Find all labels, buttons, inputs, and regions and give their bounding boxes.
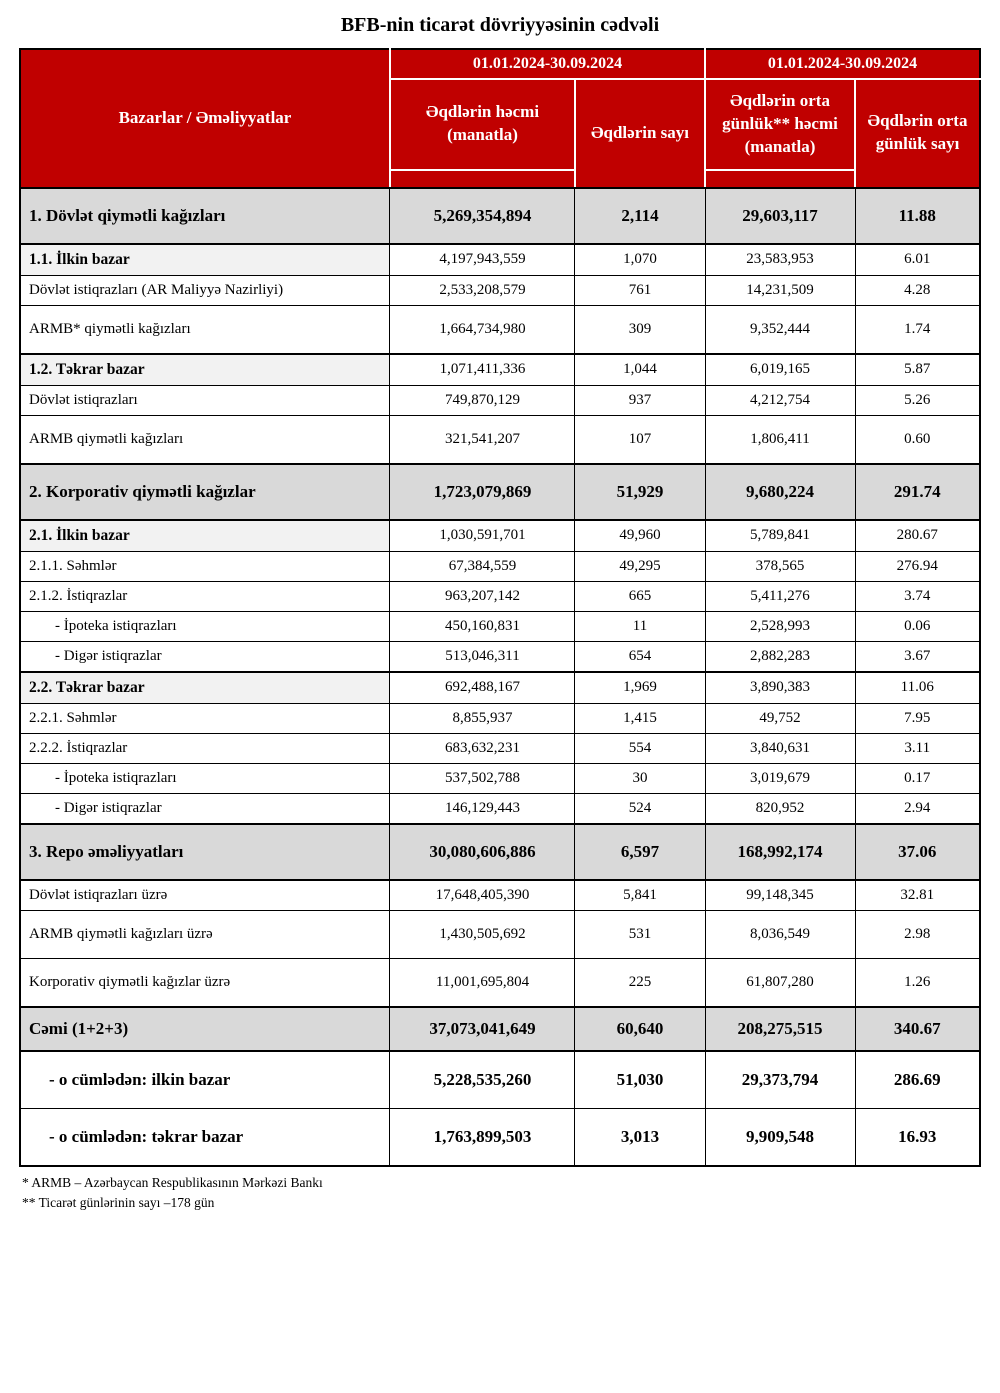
cell-avg-volume: 3,840,631 bbox=[705, 733, 855, 763]
cell-volume: 1,763,899,503 bbox=[390, 1108, 575, 1166]
table-row bbox=[20, 1051, 980, 1109]
table-body bbox=[20, 188, 980, 1166]
period-header-left: 01.01.2024-30.09.2024 bbox=[390, 49, 705, 79]
cell-volume: 1,430,505,692 bbox=[390, 910, 575, 958]
cell-count: 51,030 bbox=[575, 1051, 705, 1109]
cell-avg-count: 340.67 bbox=[855, 1007, 980, 1051]
cell-volume: 963,207,142 bbox=[390, 581, 575, 611]
table-row bbox=[20, 910, 980, 958]
cell-volume: 11,001,695,804 bbox=[390, 958, 575, 1007]
cell-label: 2. Korporativ qiymətli kağızlar bbox=[20, 464, 390, 520]
cell-label: ARMB* qiymətli kağızları bbox=[20, 305, 390, 354]
cell-volume: 1,030,591,701 bbox=[390, 520, 575, 552]
cell-count: 554 bbox=[575, 733, 705, 763]
cell-label: 2.2.1. Səhmlər bbox=[20, 703, 390, 733]
cell-volume: 513,046,311 bbox=[390, 641, 575, 672]
cell-label: 1.2. Təkrar bazar bbox=[20, 354, 390, 386]
cell-label: 2.1. İlkin bazar bbox=[20, 520, 390, 552]
table-row bbox=[20, 1007, 980, 1051]
cell-avg-count: 2.94 bbox=[855, 793, 980, 824]
table-header bbox=[20, 49, 980, 188]
table-row bbox=[20, 958, 980, 1007]
cell-volume: 37,073,041,649 bbox=[390, 1007, 575, 1051]
cell-avg-volume: 61,807,280 bbox=[705, 958, 855, 1007]
footnote-trading-days: ** Ticarət günlərinin sayı –178 gün bbox=[22, 1195, 215, 1211]
header-cell-divider bbox=[706, 169, 854, 171]
cell-avg-count: 3.11 bbox=[855, 733, 980, 763]
cell-avg-volume: 1,806,411 bbox=[705, 415, 855, 464]
cell-avg-volume: 14,231,509 bbox=[705, 275, 855, 305]
table-row bbox=[20, 551, 980, 581]
cell-volume: 321,541,207 bbox=[390, 415, 575, 464]
cell-count: 1,044 bbox=[575, 354, 705, 386]
cell-avg-count: 7.95 bbox=[855, 703, 980, 733]
cell-avg-volume: 168,992,174 bbox=[705, 824, 855, 880]
table-row bbox=[20, 672, 980, 704]
cell-label: Korporativ qiymətli kağızlar üzrə bbox=[20, 958, 390, 1007]
cell-count: 51,929 bbox=[575, 464, 705, 520]
table-row bbox=[20, 824, 980, 880]
cell-label: Dövlət istiqrazları (AR Maliyyə Nazirliyi) bbox=[20, 275, 390, 305]
column-header-markets: Bazarlar / Əməliyyatlar bbox=[20, 49, 390, 188]
cell-count: 30 bbox=[575, 763, 705, 793]
cell-volume: 1,723,079,869 bbox=[390, 464, 575, 520]
cell-avg-volume: 23,583,953 bbox=[705, 244, 855, 276]
column-header-avg-volume bbox=[705, 79, 855, 188]
cell-avg-count: 3.74 bbox=[855, 581, 980, 611]
cell-avg-volume: 29,603,117 bbox=[705, 188, 855, 244]
cell-avg-count: 0.60 bbox=[855, 415, 980, 464]
cell-count: 309 bbox=[575, 305, 705, 354]
cell-avg-count: 5.87 bbox=[855, 354, 980, 386]
cell-count: 1,969 bbox=[575, 672, 705, 704]
period-header-right: 01.01.2024-30.09.2024 bbox=[705, 49, 980, 79]
cell-count: 6,597 bbox=[575, 824, 705, 880]
cell-volume: 692,488,167 bbox=[390, 672, 575, 704]
table-row bbox=[20, 763, 980, 793]
table-row bbox=[20, 188, 980, 244]
column-header-avg-volume-label: Əqdlərin orta günlük** həcmi (manatla) bbox=[722, 91, 838, 156]
cell-volume: 683,632,231 bbox=[390, 733, 575, 763]
cell-avg-count: 16.93 bbox=[855, 1108, 980, 1166]
cell-count: 3,013 bbox=[575, 1108, 705, 1166]
cell-volume: 17,648,405,390 bbox=[390, 880, 575, 911]
footnote-armb: * ARMB – Azərbaycan Respublikasının Mərkəzi Bankı bbox=[22, 1174, 323, 1190]
cell-avg-count: 0.06 bbox=[855, 611, 980, 641]
table-row bbox=[20, 385, 980, 415]
cell-count: 60,640 bbox=[575, 1007, 705, 1051]
cell-count: 49,295 bbox=[575, 551, 705, 581]
period-header-row bbox=[20, 49, 980, 79]
table-row bbox=[20, 415, 980, 464]
cell-avg-volume: 2,528,993 bbox=[705, 611, 855, 641]
table-row bbox=[20, 354, 980, 386]
table-row bbox=[20, 733, 980, 763]
cell-avg-count: 286.69 bbox=[855, 1051, 980, 1109]
cell-label: 2.2. Təkrar bazar bbox=[20, 672, 390, 704]
table-row bbox=[20, 275, 980, 305]
cell-count: 5,841 bbox=[575, 880, 705, 911]
cell-volume: 1,071,411,336 bbox=[390, 354, 575, 386]
cell-avg-volume: 49,752 bbox=[705, 703, 855, 733]
cell-avg-count: 2.98 bbox=[855, 910, 980, 958]
cell-avg-volume: 4,212,754 bbox=[705, 385, 855, 415]
cell-label: Dövlət istiqrazları üzrə bbox=[20, 880, 390, 911]
table-row bbox=[20, 880, 980, 911]
cell-avg-volume: 9,680,224 bbox=[705, 464, 855, 520]
cell-avg-count: 291.74 bbox=[855, 464, 980, 520]
cell-volume: 537,502,788 bbox=[390, 763, 575, 793]
table-row bbox=[20, 244, 980, 276]
cell-label: - Digər istiqrazlar bbox=[20, 793, 390, 824]
cell-avg-volume: 6,019,165 bbox=[705, 354, 855, 386]
cell-avg-count: 5.26 bbox=[855, 385, 980, 415]
cell-avg-count: 11.06 bbox=[855, 672, 980, 704]
cell-avg-volume: 5,789,841 bbox=[705, 520, 855, 552]
cell-avg-volume: 3,019,679 bbox=[705, 763, 855, 793]
cell-count: 665 bbox=[575, 581, 705, 611]
table-row bbox=[20, 305, 980, 354]
cell-volume: 146,129,443 bbox=[390, 793, 575, 824]
cell-avg-volume: 3,890,383 bbox=[705, 672, 855, 704]
cell-count: 524 bbox=[575, 793, 705, 824]
cell-avg-count: 6.01 bbox=[855, 244, 980, 276]
cell-label: Cəmi (1+2+3) bbox=[20, 1007, 390, 1051]
cell-volume: 5,269,354,894 bbox=[390, 188, 575, 244]
cell-avg-volume: 29,373,794 bbox=[705, 1051, 855, 1109]
cell-avg-count: 1.74 bbox=[855, 305, 980, 354]
footnotes bbox=[22, 1173, 1000, 1214]
cell-avg-count: 276.94 bbox=[855, 551, 980, 581]
cell-volume: 749,870,129 bbox=[390, 385, 575, 415]
cell-avg-volume: 9,352,444 bbox=[705, 305, 855, 354]
cell-label: - o cümlədən: təkrar bazar bbox=[20, 1108, 390, 1166]
cell-label: Dövlət istiqrazları bbox=[20, 385, 390, 415]
cell-avg-volume: 820,952 bbox=[705, 793, 855, 824]
cell-label: 2.1.2. İstiqrazlar bbox=[20, 581, 390, 611]
cell-count: 49,960 bbox=[575, 520, 705, 552]
cell-label: ARMB qiymətli kağızları üzrə bbox=[20, 910, 390, 958]
trade-turnover-table bbox=[19, 48, 981, 1167]
column-header-volume-label: Əqdlərin həcmi (manatla) bbox=[425, 102, 540, 145]
cell-label: - Digər istiqrazlar bbox=[20, 641, 390, 672]
table-row bbox=[20, 611, 980, 641]
cell-count: 937 bbox=[575, 385, 705, 415]
table-row bbox=[20, 1108, 980, 1166]
header-cell-divider bbox=[391, 169, 574, 171]
cell-count: 107 bbox=[575, 415, 705, 464]
cell-label: 3. Repo əməliyyatları bbox=[20, 824, 390, 880]
cell-volume: 5,228,535,260 bbox=[390, 1051, 575, 1109]
cell-avg-volume: 378,565 bbox=[705, 551, 855, 581]
table-row bbox=[20, 464, 980, 520]
cell-avg-count: 0.17 bbox=[855, 763, 980, 793]
cell-count: 1,415 bbox=[575, 703, 705, 733]
cell-label: - İpoteka istiqrazları bbox=[20, 611, 390, 641]
cell-volume: 30,080,606,886 bbox=[390, 824, 575, 880]
cell-avg-volume: 5,411,276 bbox=[705, 581, 855, 611]
cell-count: 531 bbox=[575, 910, 705, 958]
cell-count: 654 bbox=[575, 641, 705, 672]
cell-count: 11 bbox=[575, 611, 705, 641]
cell-volume: 67,384,559 bbox=[390, 551, 575, 581]
cell-count: 225 bbox=[575, 958, 705, 1007]
cell-avg-count: 4.28 bbox=[855, 275, 980, 305]
cell-count: 2,114 bbox=[575, 188, 705, 244]
cell-label: 1.1. İlkin bazar bbox=[20, 244, 390, 276]
cell-label: 2.1.1. Səhmlər bbox=[20, 551, 390, 581]
column-header-count: Əqdlərin sayı bbox=[575, 79, 705, 188]
cell-avg-volume: 8,036,549 bbox=[705, 910, 855, 958]
page-title: BFB-nin ticarət dövriyyəsinin cədvəli bbox=[340, 14, 660, 36]
table-row bbox=[20, 703, 980, 733]
cell-avg-count: 32.81 bbox=[855, 880, 980, 911]
cell-count: 1,070 bbox=[575, 244, 705, 276]
cell-label: - o cümlədən: ilkin bazar bbox=[20, 1051, 390, 1109]
table-row bbox=[20, 641, 980, 672]
table-row bbox=[20, 520, 980, 552]
cell-avg-volume: 99,148,345 bbox=[705, 880, 855, 911]
cell-volume: 1,664,734,980 bbox=[390, 305, 575, 354]
cell-avg-count: 11.88 bbox=[855, 188, 980, 244]
cell-volume: 2,533,208,579 bbox=[390, 275, 575, 305]
cell-count: 761 bbox=[575, 275, 705, 305]
cell-label: - İpoteka istiqrazları bbox=[20, 763, 390, 793]
cell-volume: 450,160,831 bbox=[390, 611, 575, 641]
cell-volume: 8,855,937 bbox=[390, 703, 575, 733]
cell-label: 1. Dövlət qiymətli kağızları bbox=[20, 188, 390, 244]
table-row bbox=[20, 581, 980, 611]
cell-label: 2.2.2. İstiqrazlar bbox=[20, 733, 390, 763]
cell-volume: 4,197,943,559 bbox=[390, 244, 575, 276]
cell-avg-count: 3.67 bbox=[855, 641, 980, 672]
cell-label: ARMB qiymətli kağızları bbox=[20, 415, 390, 464]
cell-avg-volume: 9,909,548 bbox=[705, 1108, 855, 1166]
cell-avg-volume: 2,882,283 bbox=[705, 641, 855, 672]
column-header-volume bbox=[390, 79, 575, 188]
column-header-avg-count: Əqdlərin orta günlük sayı bbox=[855, 79, 980, 188]
cell-avg-volume: 208,275,515 bbox=[705, 1007, 855, 1051]
cell-avg-count: 1.26 bbox=[855, 958, 980, 1007]
cell-avg-count: 37.06 bbox=[855, 824, 980, 880]
table-row bbox=[20, 793, 980, 824]
cell-avg-count: 280.67 bbox=[855, 520, 980, 552]
